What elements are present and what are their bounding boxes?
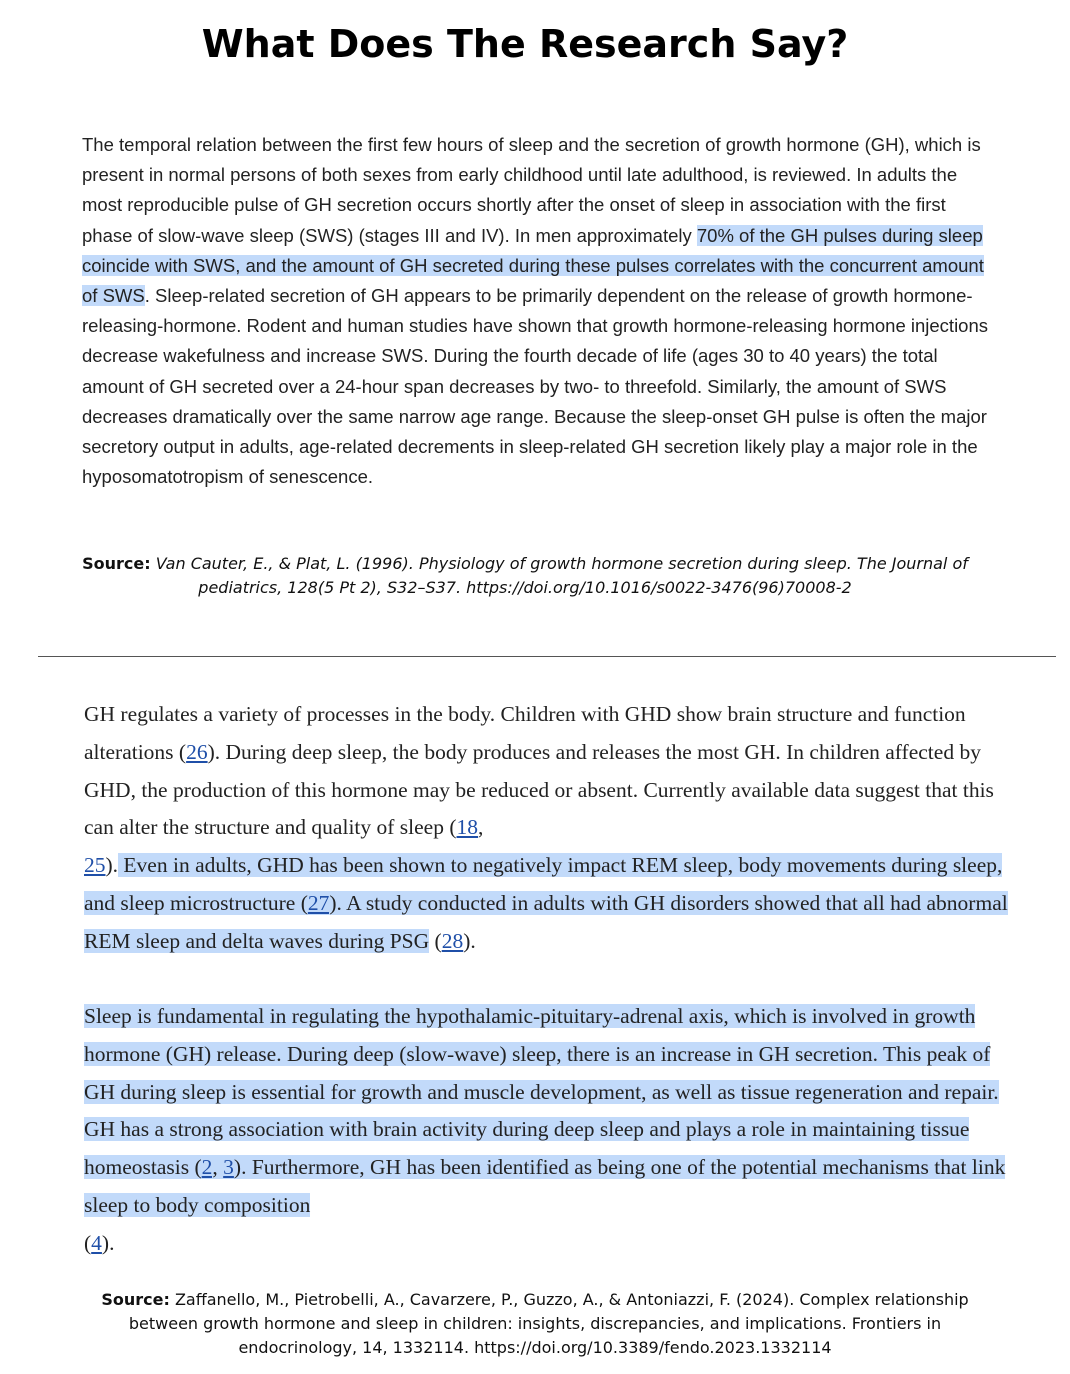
reference-separator: , [212, 1155, 224, 1180]
reference-link-2[interactable]: 2 [201, 1155, 213, 1180]
excerpt-2-sentence-2: ). During deep sleep, the body produces and releases the most GH. In children affected by GHD, the production of this hormone may be reduced or absent. Currently available data suggest that this can alter the structure and quality of sleep ( [84, 739, 994, 840]
research-excerpt-1 [82, 130, 992, 492]
excerpt-3-close: ). [101, 1230, 115, 1255]
reference-link-4[interactable]: 4 [91, 1230, 102, 1255]
excerpt-2-sentence-1: GH regulates a variety of processes in the body. Children with GHD show brain structure and function alterations ( [84, 702, 966, 764]
excerpt-3-highlight-2: ). Furthermore, GH has been identified as being one of the potential mechanisms that link sleep to body composition [84, 1155, 1006, 1217]
reference-link-18[interactable]: 18 [456, 815, 479, 840]
source-citation-2 [70, 1288, 1000, 1360]
reference-link-26[interactable]: 26 [186, 739, 208, 764]
source-1-text: Van Cauter, E., & Plat, L. (1996). Physiology of growth hormone secretion during sleep. The Journal of pediatrics, 128(5 Pt 2), S32–S37. https://doi.org/10.1016/s0022-3476(96)70008-2 [155, 554, 968, 597]
reference-link-27[interactable]: 27 [307, 890, 330, 915]
excerpt-1-text-after: . Sleep-related secretion of GH appears to be primarily dependent on the release of growth hormone-releasing-hormone. Rodent and human studies have shown that growth hormone-releasing hormone injections decrease wakefulness and increase SWS. During the fourth decade of life (ages 30 to 40 years) the total amount of GH secreted over a 24-hour span decreases by two- to threefold. Similarly, the amount of SWS decreases dramatically over the same narrow age range. Because the sleep-onset GH pulse is often the major secretory output in adults, age-related decrements in sleep-related GH secretion likely play a major role in the hyposomatotropism of senescence. [82, 285, 989, 488]
excerpt-2-highlight-2: ). A study conducted in adults with GH disorders showed that all had abnormal REM sleep and delta waves during PSG [84, 890, 1008, 953]
excerpt-3-open-paren: ( [84, 1230, 92, 1255]
excerpt-2-sentence-3: ). [105, 853, 119, 878]
page-title: What Does The Research Say? [201, 22, 849, 66]
research-excerpt-2 [84, 696, 1019, 961]
excerpt-3-highlight-1: Sleep is fundamental in regulating the hypothalamic-pituitary-adrenal axis, which is involved in growth hormone (GH) release. During deep (slow-wave) sleep, there is an increase in GH secretion. This peak of GH during sleep is essential for growth and muscle development, as well as tissue regeneration and repair. GH has a strong association with brain activity during deep sleep and plays a role in maintaining tissue homeostasis ( [84, 1004, 999, 1180]
excerpt-1-highlight: 70% of the GH pulses during sleep coincide with SWS, and the amount of GH secreted during these pulses correlates with the concurrent amount of SWS [82, 224, 984, 307]
reference-link-28[interactable]: 28 [441, 928, 464, 953]
source-2-text: Zaffanello, M., Pietrobelli, A., Cavarzere, P., Guzzo, A., & Antoniazzi, F. (2024). Complex relationship between growth hormone and sleep in children: insights, discrepancies, and implications. Frontiers in endocrinology, 14, 1332114. https://doi.org/10.3389/fendo.2023.1332114 [128, 1290, 969, 1357]
section-divider [38, 656, 1056, 657]
excerpt-2-open-paren: ( [429, 928, 442, 953]
reference-separator: , [478, 815, 484, 840]
reference-link-3[interactable]: 3 [223, 1155, 234, 1180]
source-1-label: Source: [82, 554, 151, 573]
research-excerpt-3 [84, 998, 1019, 1263]
reference-link-25[interactable]: 25 [84, 853, 106, 878]
source-2-label: Source: [101, 1290, 170, 1309]
excerpt-1-text-before: The temporal relation between the first few hours of sleep and the secretion of growth hormone (GH), which is present in normal persons of both sexes from early childhood until late adulthood, is reviewed. In adults the most reproducible pulse of GH secretion occurs shortly after the onset of sleep in association with the first phase of slow-wave sleep (SWS) (stages III and IV). In men approximately [82, 134, 981, 246]
excerpt-2-close: ). [463, 928, 476, 953]
excerpt-2-highlight-1: Even in adults, GHD has been shown to negatively impact REM sleep, body movements during sleep, and sleep microstructure ( [84, 853, 1003, 915]
source-citation-1 [80, 552, 970, 600]
